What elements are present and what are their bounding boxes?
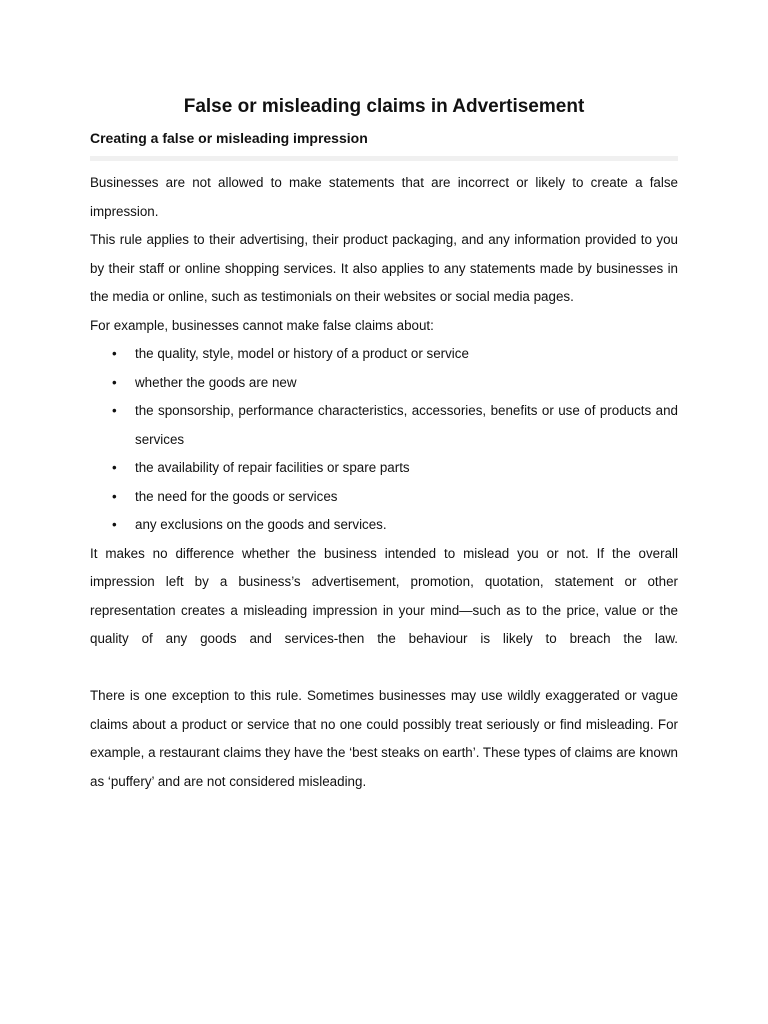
list-item	[112, 397, 678, 454]
list-item	[112, 340, 678, 369]
list-item-text: whether the goods are new	[135, 374, 297, 390]
bullet-icon: •	[112, 346, 117, 361]
paragraph-example-lead: For example, businesses cannot make false claims about:	[90, 317, 434, 333]
paragraph-puffery: There is one exception to this rule. Sometimes businesses may use wildly exaggerated or vague claims about a product or service that no one could possibly treat seriously or find misleading. For example, a restaurant claims they have the ‘best steaks on earth’. These types of claims are known as ‘puffery’ and are not considered misleading.	[90, 688, 678, 789]
paragraph-intro: Businesses are not allowed to make statements that are incorrect or likely to create a false impression.	[90, 175, 678, 219]
paragraph-scope: This rule applies to their advertising, their product packaging, and any information provided to you by their staff or online shopping services. It also applies to any statements made by businesses in the media or online, such as testimonials on their websites or social media pages.	[90, 232, 678, 304]
list-item-text: the sponsorship, performance characteristics, accessories, benefits or use of products and services	[135, 403, 678, 447]
paragraph-spacer	[90, 654, 678, 683]
list-item	[112, 511, 678, 540]
list-item	[112, 454, 678, 483]
bullet-icon: •	[112, 460, 117, 475]
paragraph-intent: It makes no difference whether the business intended to mislead you or not. If the overall impression left by a business’s advertisement, promotion, quotation, statement or other representation creates a misleading impression in your mind—such as to the price, value or the quality of any goods and services-then the behaviour is likely to breach the law.	[90, 545, 678, 646]
list-item-text: any exclusions on the goods and services.	[135, 517, 387, 532]
bullet-icon: •	[112, 374, 117, 390]
claims-list	[90, 340, 678, 540]
list-item	[112, 483, 678, 512]
list-item	[112, 369, 678, 398]
list-item-text: the quality, style, model or history of a product or service	[135, 346, 469, 361]
divider	[90, 156, 678, 161]
list-item-text: the need for the goods or services	[135, 488, 338, 504]
body-text	[90, 169, 678, 796]
list-item-text: the availability of repair facilities or spare parts	[135, 460, 410, 475]
bullet-icon: •	[112, 488, 117, 504]
bullet-icon: •	[112, 403, 117, 418]
document-title: False or misleading claims in Advertisement	[183, 96, 585, 117]
section-subheading: Creating a false or misleading impression	[90, 130, 368, 146]
bullet-icon: •	[112, 517, 117, 532]
